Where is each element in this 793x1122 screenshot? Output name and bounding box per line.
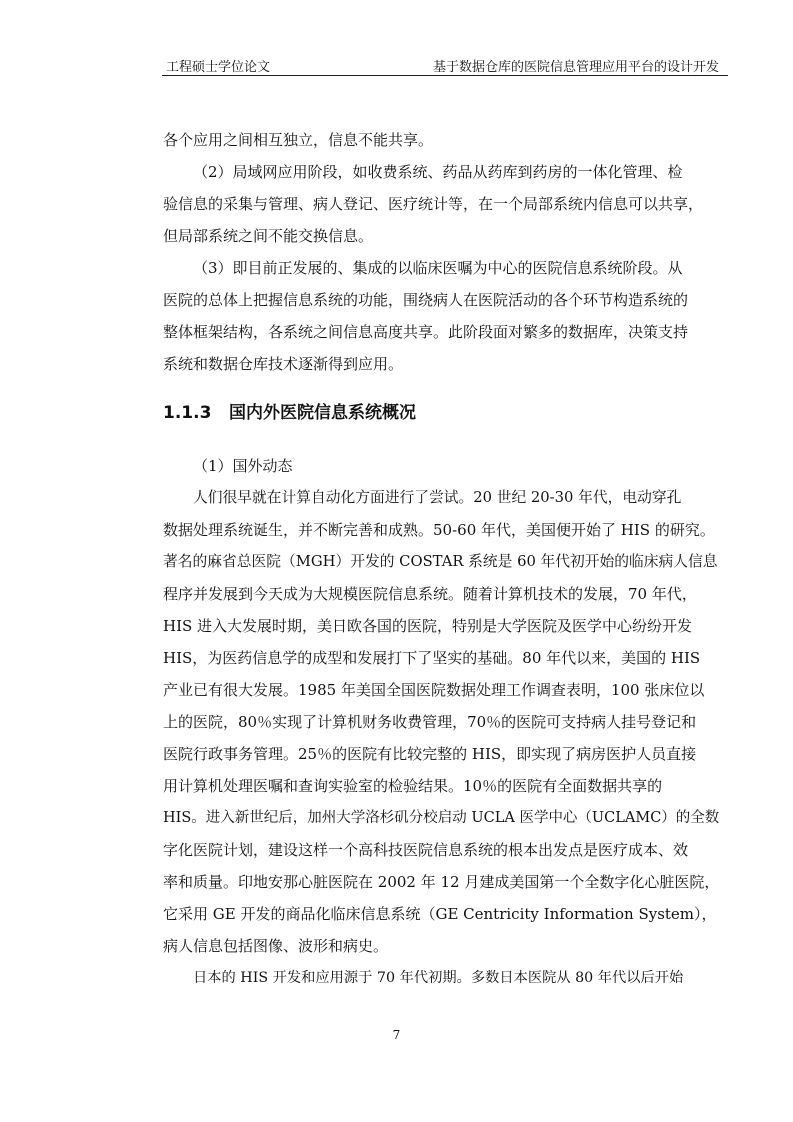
text-line: 系统和数据仓库技术逐渐得到应用。 bbox=[163, 355, 404, 373]
section-title: 国内外医院信息系统概况 bbox=[229, 403, 416, 423]
text-line: 医院行政事务管理。25％的医院有比较完整的 HIS，即实现了病房医护人员直接 bbox=[163, 745, 697, 763]
running-header-thesis-type: 工程硕士学位论文 bbox=[166, 60, 271, 75]
text-line: 医院的总体上把握信息系统的功能，围绕病人在医院活动的各个环节构造系统的 bbox=[163, 291, 689, 309]
body-paragraphs bbox=[163, 450, 719, 994]
text-line: 它采用 GE 开发的商品化临床信息系统（GE Centricity Information System）， bbox=[163, 905, 717, 923]
text-line: 整体框架结构，各系统之间信息高度共享。此阶段面对繁多的数据库，决策支持 bbox=[163, 323, 689, 341]
text-line: 上的医院，80％实现了计算机财务收费管理，70％的医院可支持病人挂号登记和 bbox=[163, 713, 697, 731]
text-line: 产业已有很大发展。1985 年美国全国医院数据处理工作调查表明，100 张床位以 bbox=[163, 681, 705, 699]
section-heading bbox=[163, 398, 416, 423]
section-number: 1.1.3 bbox=[163, 403, 212, 423]
text-line: （2）局域网应用阶段，如收费系统、药品从药库到药房的一体化管理、检 bbox=[193, 163, 683, 181]
text-line: 日本的 HIS 开发和应用源于 70 年代初期。多数日本医院从 80 年代以后开始 bbox=[193, 970, 684, 986]
text-line: 字化医院计划，建设这样一个高科技医院信息系统的根本出发点是医疗成本、效 bbox=[163, 841, 689, 859]
text-line: HIS。进入新世纪后，加州大学洛杉矶分校启动 UCLA 医学中心（UCLAMC）的全数 bbox=[163, 810, 720, 826]
page-number: 7 bbox=[392, 1028, 401, 1042]
intro-paragraphs bbox=[163, 124, 719, 380]
text-line: 率和质量。印地安那心脏医院在 2002 年 12 月建成美国第一个全数字化心脏医院， bbox=[163, 873, 720, 891]
text-line: 验信息的采集与管理、病人登记、医疗统计等，在一个局部系统内信息可以共享， bbox=[163, 195, 704, 213]
subheading-line: （1）国外动态 bbox=[193, 457, 293, 475]
text-line: 著名的麻省总医院（MGH）开发的 COSTAR 系统是 60 年代初开始的临床病人信息 bbox=[163, 553, 718, 570]
text-line: HIS，为医药信息学的成型和发展打下了坚实的基础。80 年代以来，美国的 HIS bbox=[163, 649, 701, 667]
text-line: 但局部系统之间不能交换信息。 bbox=[163, 227, 374, 245]
text-line: （3）即目前正发展的、集成的以临床医嘱为中心的医院信息系统阶段。从 bbox=[193, 259, 683, 277]
text-line: 病人信息包括图像、波形和病史。 bbox=[163, 937, 389, 955]
header-divider bbox=[162, 75, 728, 76]
text-line: 数据处理系统诞生，并不断完善和成熟。50-60 年代，美国便开始了 HIS 的研究。 bbox=[163, 521, 715, 539]
running-header-thesis-title: 基于数据仓库的医院信息管理应用平台的设计开发 bbox=[432, 60, 719, 75]
text-line: 程序并发展到今天成为大规模医院信息系统。随着计算机技术的发展，70 年代， bbox=[163, 585, 697, 603]
text-line: 人们很早就在计算自动化方面进行了尝试。20 世纪 20-30 年代，电动穿孔 bbox=[193, 489, 682, 506]
text-line: 用计算机处理医嘱和查询实验室的检验结果。10％的医院有全面数据共享的 bbox=[163, 777, 663, 795]
text-line: HIS 进入大发展时期，美日欧各国的医院，特别是大学医院及医学中心纷纷开发 bbox=[163, 617, 693, 635]
text-line: 各个应用之间相互独立，信息不能共享。 bbox=[163, 131, 434, 149]
